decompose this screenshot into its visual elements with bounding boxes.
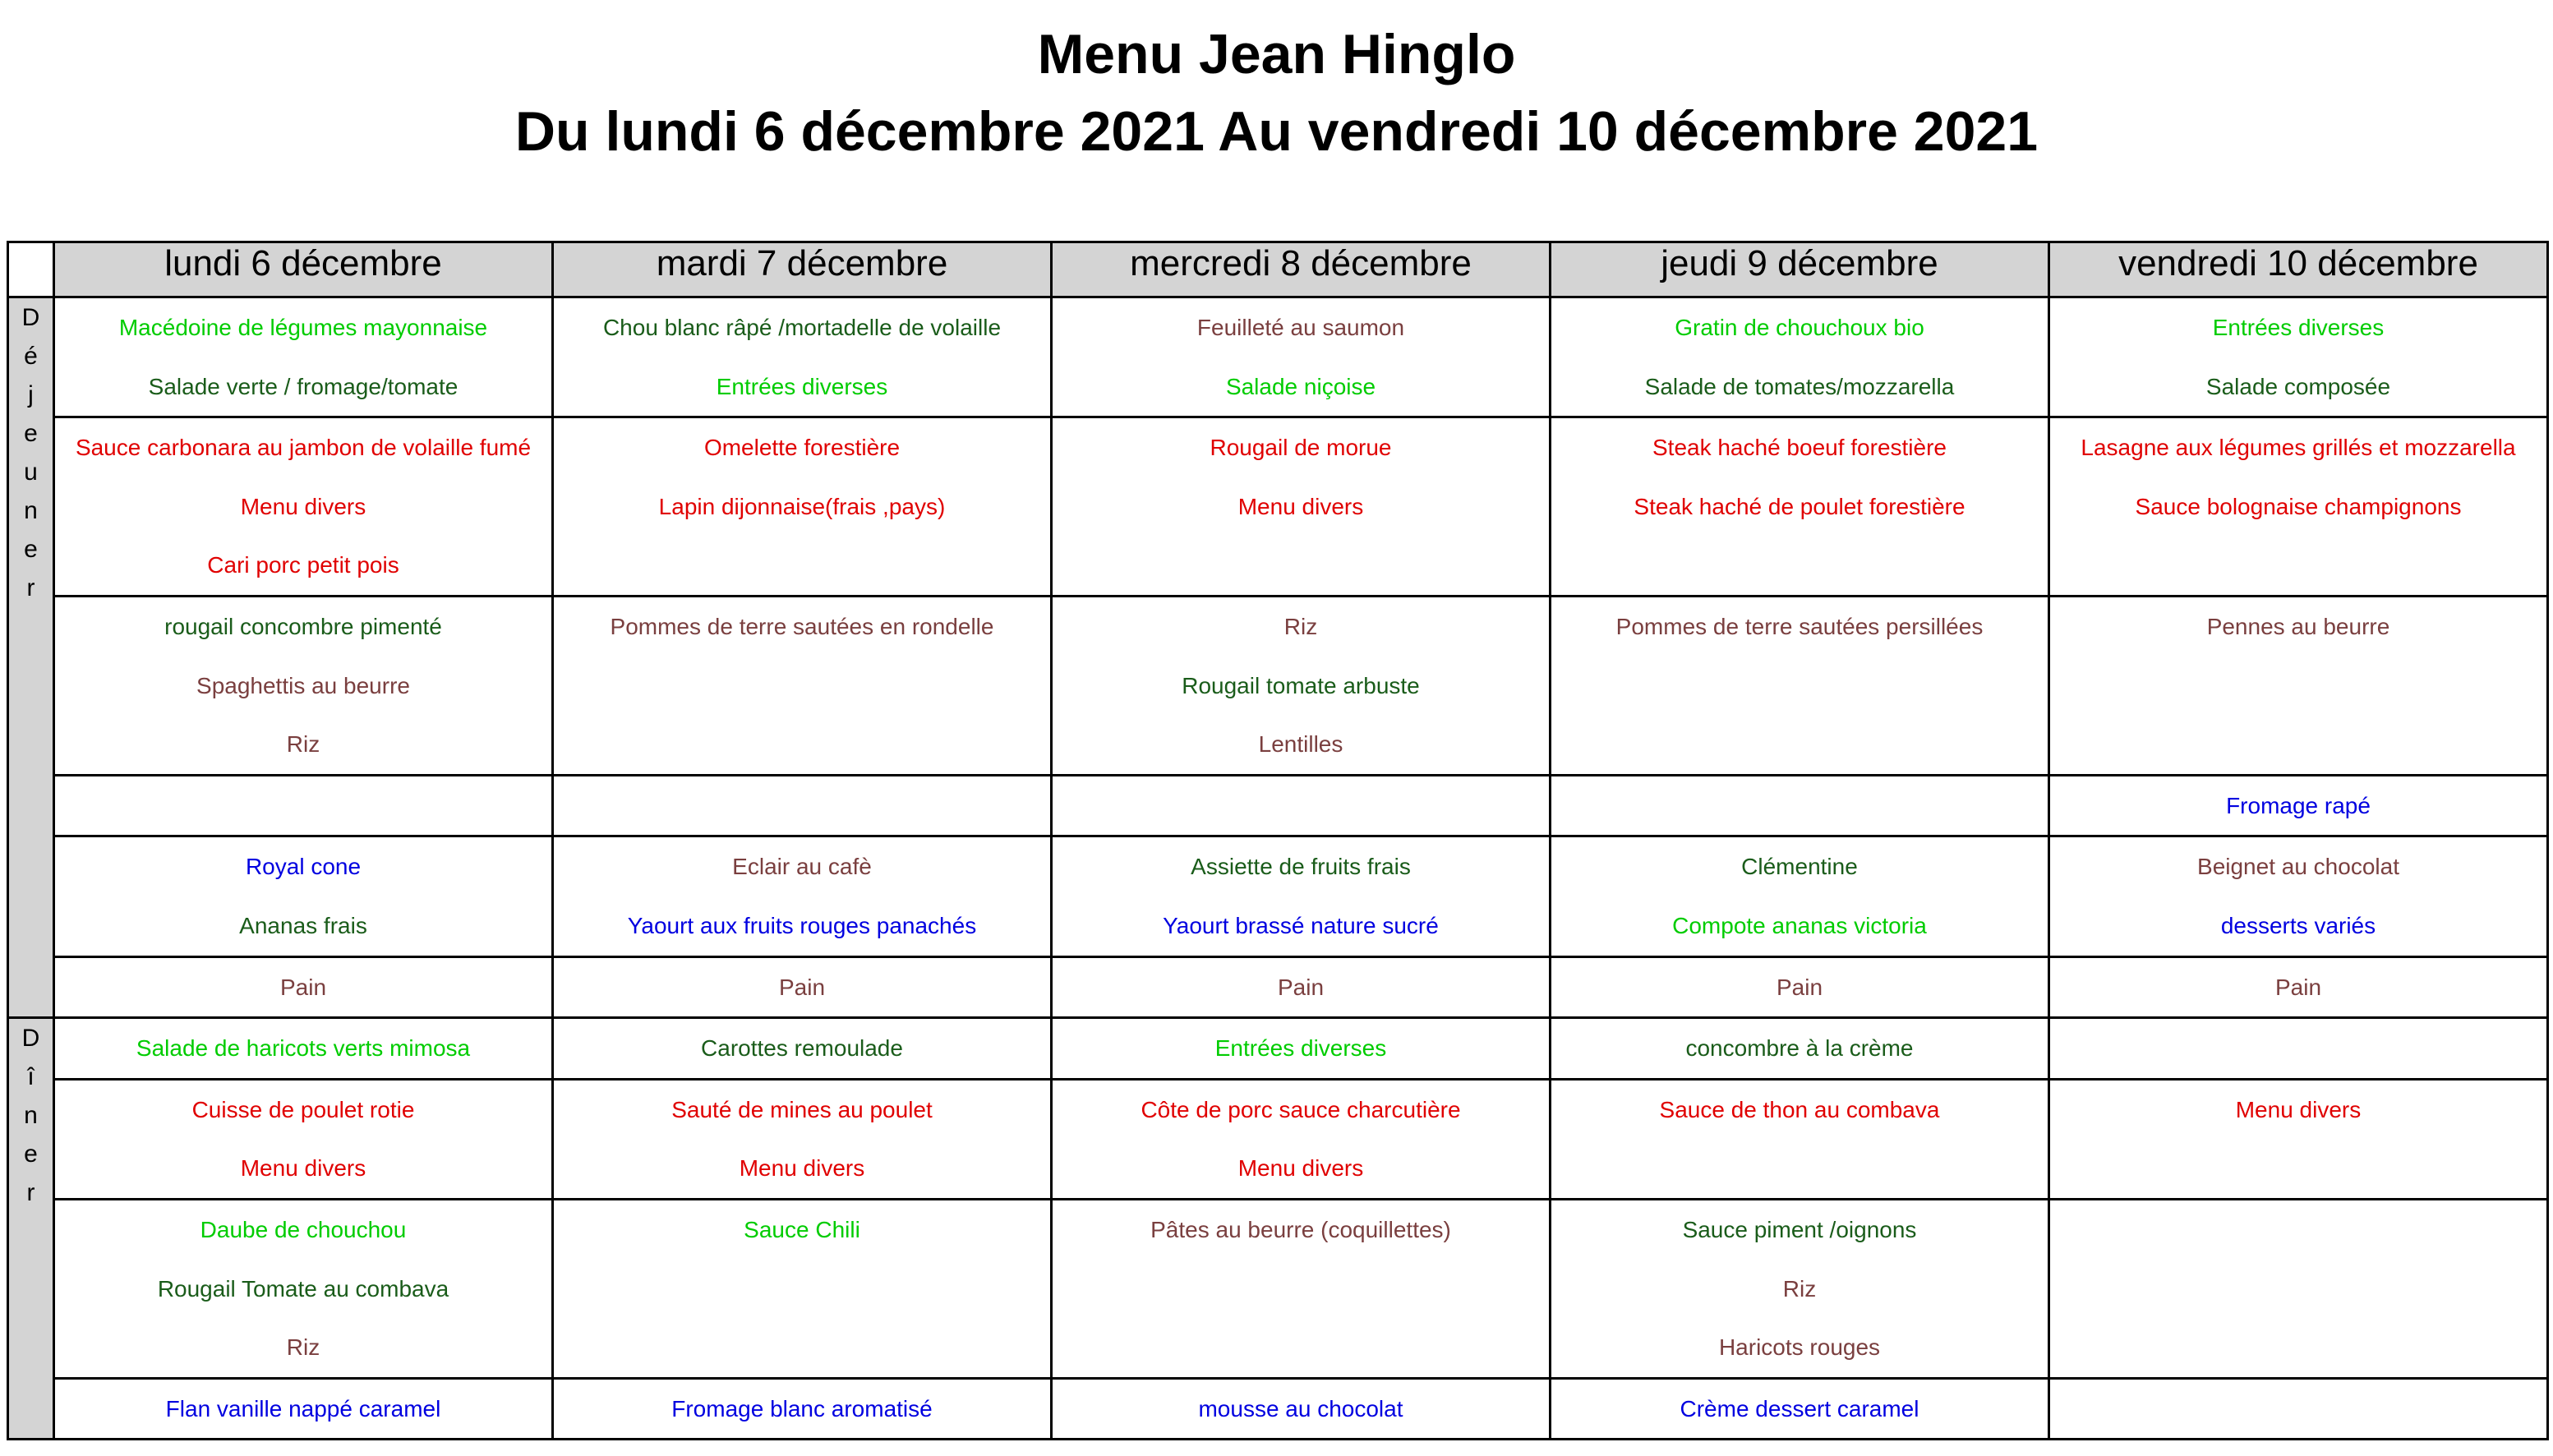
menu-cell-tuesday — [553, 1378, 1052, 1440]
menu-cell-thursday — [1551, 1079, 2049, 1199]
dish-item: Spaghettis au beurre — [196, 672, 410, 698]
dish-item: Lentilles — [1258, 731, 1343, 758]
menu-cell-monday — [54, 836, 553, 956]
menu-cell-tuesday — [553, 1018, 1052, 1080]
menu-cell-wednesday — [1052, 775, 1551, 836]
menu-title: Menu Jean Hinglo — [1037, 23, 1516, 85]
dish-item: Macédoine de légumes mayonnaise — [118, 315, 488, 340]
menu-cell-wednesday — [1052, 1378, 1551, 1440]
date-range-title: Du lundi 6 décembre 2021 Au vendredi 10 décembre 2021 — [514, 100, 2039, 163]
dish-item: Royal cone — [245, 854, 362, 880]
menu-row — [8, 775, 2548, 836]
menu-cell-friday — [2049, 417, 2548, 597]
menu-row — [8, 1018, 2548, 1080]
dish-item: Lasagne aux légumes grillés et mozzarella — [2081, 435, 2516, 461]
dish-item: Ananas frais — [239, 912, 367, 938]
dish-item: Sauce bolognaise champignons — [2135, 493, 2462, 519]
menu-cell-monday — [54, 596, 553, 775]
dish-item: Pennes au beurre — [2206, 613, 2390, 639]
menu-cell-tuesday — [553, 1199, 1052, 1378]
dish-item: Feuilleté au saumon — [1196, 315, 1405, 340]
dish-item: Cuisse de poulet rotie — [191, 1096, 415, 1122]
meal-label-diner: D î n e r — [8, 1018, 54, 1440]
menu-cell-wednesday — [1052, 1079, 1551, 1199]
dish-item: Fromage rapé — [2226, 792, 2371, 818]
dish-item: Omelette forestière — [703, 435, 901, 461]
meal-label-dejeuner: D é j e u n e r — [8, 297, 54, 1018]
day-header-monday: lundi 6 décembre — [54, 242, 553, 297]
menu-cell-monday — [54, 1378, 553, 1440]
day-header-tuesday: mardi 7 décembre — [553, 242, 1052, 297]
menu-cell-wednesday — [1052, 297, 1551, 417]
dish-item: Rougail Tomate au combava — [157, 1275, 449, 1302]
menu-row — [8, 596, 2548, 775]
dish-item: Sauté de mines au poulet — [671, 1096, 933, 1122]
day-header-thursday: jeudi 9 décembre — [1551, 242, 2049, 297]
menu-cell-monday — [54, 417, 553, 597]
dish-item: Lapin dijonnaise(frais ,pays) — [658, 493, 946, 519]
menu-row — [8, 417, 2548, 597]
dish-item: Salade de tomates/mozzarella — [1644, 373, 1955, 399]
menu-cell-monday — [54, 775, 553, 836]
menu-cell-tuesday — [553, 836, 1052, 956]
day-header-wednesday: mercredi 8 décembre — [1052, 242, 1551, 297]
dish-item: Menu divers — [1237, 1155, 1364, 1182]
menu-cell-wednesday — [1052, 1199, 1551, 1378]
menu-cell-thursday — [1551, 775, 2049, 836]
dish-item: Beignet au chocolat — [2197, 854, 2399, 880]
dish-item: Salade niçoise — [1225, 373, 1376, 399]
menu-row — [8, 1079, 2548, 1199]
day-header-row — [8, 242, 2548, 297]
dish-item: concombre à la crème — [1685, 1035, 1914, 1062]
dish-item: Fromage blanc aromatisé — [671, 1395, 933, 1421]
menu-cell-friday — [2049, 1018, 2548, 1080]
menu-cell-friday — [2049, 836, 2548, 956]
dish-item: Haricots rouges — [1718, 1334, 1881, 1361]
menu-cell-tuesday — [553, 297, 1052, 417]
dish-item: Compote ananas victoria — [1672, 912, 1927, 938]
menu-cell-thursday — [1551, 1378, 2049, 1440]
menu-cell-thursday — [1551, 1018, 2049, 1080]
menu-cell-thursday — [1551, 417, 2049, 597]
menu-cell-tuesday — [553, 956, 1052, 1018]
dish-item: Cari porc petit pois — [207, 552, 399, 578]
dish-item: Riz — [1782, 1275, 1817, 1302]
menu-cell-friday — [2049, 596, 2548, 775]
menu-cell-thursday — [1551, 596, 2049, 775]
menu-cell-monday — [54, 956, 553, 1018]
menu-cell-wednesday — [1052, 596, 1551, 775]
menu-cell-monday — [54, 297, 553, 417]
dish-item: Entrées diverses — [1214, 1035, 1387, 1062]
dish-item: Gratin de chouchoux bio — [1675, 315, 1924, 340]
dish-item: Menu divers — [739, 1155, 865, 1182]
menu-cell-friday — [2049, 297, 2548, 417]
dish-item: Salade composée — [2205, 373, 2391, 399]
menu-cell-friday — [2049, 956, 2548, 1018]
dish-item: Yaourt brassé nature sucré — [1163, 912, 1439, 938]
dish-item: Eclair au cafè — [732, 854, 872, 880]
dish-item: Sauce carbonara au jambon de volaille fumé — [75, 435, 532, 461]
menu-row — [8, 1378, 2548, 1440]
dish-item: Sauce Chili — [744, 1216, 860, 1242]
dish-item: Côte de porc sauce charcutière — [1141, 1096, 1461, 1122]
dish-item: Entrées diverses — [2212, 315, 2385, 340]
menu-cell-wednesday — [1052, 836, 1551, 956]
menu-cell-monday — [54, 1018, 553, 1080]
menu-row — [8, 297, 2548, 417]
menu-body — [8, 297, 2548, 1440]
menu-cell-wednesday — [1052, 956, 1551, 1018]
dish-item: Menu divers — [240, 1155, 366, 1182]
dish-item: Menu divers — [240, 493, 366, 519]
dish-item: Pain — [778, 974, 826, 1000]
dish-item: desserts variés — [2220, 912, 2376, 938]
dish-item: Pain — [1277, 974, 1325, 1000]
dish-item: Pommes de terre sautées en rondelle — [610, 613, 994, 639]
menu-cell-tuesday — [553, 1079, 1052, 1199]
corner-cell — [8, 242, 54, 297]
menu-row — [8, 956, 2548, 1018]
dish-item: Menu divers — [1237, 493, 1364, 519]
menu-cell-tuesday — [553, 417, 1052, 597]
menu-row — [8, 1199, 2548, 1378]
menu-cell-monday — [54, 1199, 553, 1378]
menu-cell-friday — [2049, 1199, 2548, 1378]
menu-cell-thursday — [1551, 836, 2049, 956]
dish-item: Pâtes au beurre (coquillettes) — [1150, 1216, 1451, 1242]
dish-item: Assiette de fruits frais — [1191, 854, 1411, 880]
dish-item: Riz — [286, 1334, 320, 1361]
menu-cell-thursday — [1551, 297, 2049, 417]
dish-item: Salade verte / fromage/tomate — [148, 373, 459, 399]
dish-item: Rougail de morue — [1210, 435, 1392, 461]
dish-item: Pain — [1776, 974, 1823, 1000]
dish-item: Sauce piment /oignons — [1682, 1216, 1917, 1242]
dish-item: rougail concombre pimenté — [164, 613, 442, 639]
weekly-menu-table — [7, 241, 2549, 1440]
dish-item: Menu divers — [2235, 1096, 2362, 1122]
dish-item: Carottes remoulade — [701, 1035, 903, 1062]
day-header-friday: vendredi 10 décembre — [2049, 242, 2548, 297]
dish-item: Daube de chouchou — [200, 1216, 407, 1242]
menu-cell-monday — [54, 1079, 553, 1199]
dish-item: Chou blanc râpé /mortadelle de volaille — [602, 315, 1002, 340]
menu-cell-thursday — [1551, 956, 2049, 1018]
dish-item: Entrées diverses — [716, 373, 888, 399]
dish-item: Riz — [1283, 613, 1318, 639]
menu-cell-tuesday — [553, 775, 1052, 836]
dish-item: mousse au chocolat — [1198, 1395, 1403, 1421]
dish-item: Crème dessert caramel — [1680, 1395, 1919, 1421]
dish-item: Salade de haricots verts mimosa — [136, 1035, 471, 1062]
menu-cell-thursday — [1551, 1199, 2049, 1378]
dish-item: Flan vanille nappé caramel — [165, 1395, 441, 1421]
dish-item: Steak haché de poulet forestière — [1634, 493, 1965, 519]
menu-cell-tuesday — [553, 596, 1052, 775]
dish-item: Riz — [286, 731, 320, 758]
menu-row — [8, 836, 2548, 956]
dish-item: Pain — [279, 974, 327, 1000]
dish-item: Sauce de thon au combava — [1659, 1096, 1940, 1122]
menu-cell-friday — [2049, 775, 2548, 836]
dish-item: Clémentine — [1741, 854, 1858, 880]
menu-cell-wednesday — [1052, 1018, 1551, 1080]
dish-item: Steak haché boeuf forestière — [1652, 435, 1947, 461]
dish-item: Yaourt aux fruits rouges panachés — [627, 912, 977, 938]
dish-item: Rougail tomate arbuste — [1182, 672, 1420, 698]
dish-item: Pommes de terre sautées persillées — [1615, 613, 1984, 639]
menu-cell-friday — [2049, 1378, 2548, 1440]
menu-cell-wednesday — [1052, 417, 1551, 597]
dish-item: Pain — [2274, 974, 2322, 1000]
menu-cell-friday — [2049, 1079, 2548, 1199]
